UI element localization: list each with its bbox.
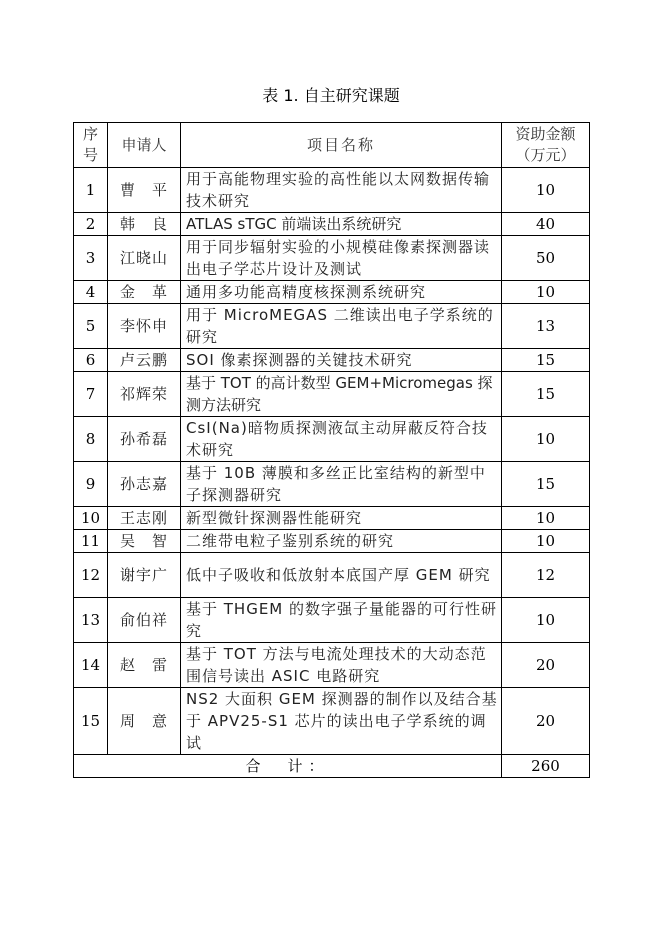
table-caption: 表 1. 自主研究课题 [262, 86, 400, 105]
row-applicant: 祁辉荣 [108, 372, 181, 417]
row-applicant: 孙希磊 [108, 417, 181, 462]
row-applicant: 江晓山 [108, 236, 181, 281]
row-number: 7 [74, 372, 108, 417]
table-row [74, 168, 590, 213]
row-number: 4 [74, 281, 108, 304]
row-amount: 50 [502, 236, 590, 281]
row-number: 9 [74, 462, 108, 507]
row-number: 14 [74, 643, 108, 688]
row-project: 新型微针探测器性能研究 [181, 507, 502, 530]
row-project: 基于 TOT 方法与电流处理技术的大动态范围信号读出 ASIC 电路研究 [181, 643, 502, 688]
row-number: 5 [74, 304, 108, 349]
row-amount: 15 [502, 349, 590, 372]
row-project: 二维带电粒子鉴别系统的研究 [181, 530, 502, 553]
row-number: 1 [74, 168, 108, 213]
row-applicant: 曹 平 [108, 168, 181, 213]
table-row [74, 553, 590, 598]
header-amount: 资助金额 （万元） [502, 123, 590, 168]
header-project: 项目名称 [181, 123, 502, 168]
row-applicant: 谢宇广 [108, 553, 181, 598]
row-project: 用于高能物理实验的高性能以太网数据传输技术研究 [181, 168, 502, 213]
total-amount: 260 [502, 755, 590, 778]
row-amount: 12 [502, 553, 590, 598]
row-applicant: 韩 良 [108, 213, 181, 236]
table-row [74, 643, 590, 688]
research-projects-table [73, 122, 590, 778]
table-row [74, 213, 590, 236]
row-amount: 10 [502, 168, 590, 213]
row-applicant: 赵 雷 [108, 643, 181, 688]
row-amount: 10 [502, 507, 590, 530]
row-applicant: 吴 智 [108, 530, 181, 553]
header-applicant: 申请人 [108, 123, 181, 168]
row-amount: 15 [502, 462, 590, 507]
row-project: 基于 THGEM 的数字强子量能器的可行性研究 [181, 598, 502, 643]
row-number: 10 [74, 507, 108, 530]
row-number: 11 [74, 530, 108, 553]
row-amount: 10 [502, 598, 590, 643]
table-row [74, 598, 590, 643]
row-number: 12 [74, 553, 108, 598]
row-applicant: 卢云鹏 [108, 349, 181, 372]
row-amount: 10 [502, 530, 590, 553]
table-row [74, 507, 590, 530]
row-project: SOI 像素探测器的关键技术研究 [181, 349, 502, 372]
row-amount: 20 [502, 688, 590, 755]
row-amount: 40 [502, 213, 590, 236]
row-project: 通用多功能高精度核探测系统研究 [181, 281, 502, 304]
row-applicant: 王志刚 [108, 507, 181, 530]
table-row [74, 349, 590, 372]
table-row [74, 372, 590, 417]
row-number: 8 [74, 417, 108, 462]
row-project: ATLAS sTGC 前端读出系统研究 [181, 213, 502, 236]
row-project: 用于 MicroMEGAS 二维读出电子学系统的研究 [181, 304, 502, 349]
row-applicant: 金 革 [108, 281, 181, 304]
row-project: CsI(Na)暗物质探测液氙主动屏蔽反符合技术研究 [181, 417, 502, 462]
row-applicant: 俞伯祥 [108, 598, 181, 643]
header-seq: 序 号 [74, 123, 108, 168]
row-amount: 20 [502, 643, 590, 688]
table-row [74, 281, 590, 304]
row-project: 基于 10B 薄膜和多丝正比室结构的新型中子探测器研究 [181, 462, 502, 507]
table-header-row [74, 123, 590, 168]
table-row [74, 417, 590, 462]
row-number: 13 [74, 598, 108, 643]
table-row [74, 530, 590, 553]
total-row [74, 755, 590, 778]
row-amount: 10 [502, 417, 590, 462]
row-project: 低中子吸收和低放射本底国产厚 GEM 研究 [181, 553, 502, 598]
row-project: 用于同步辐射实验的小规模硅像素探测器读出电子学芯片设计及测试 [181, 236, 502, 281]
row-amount: 15 [502, 372, 590, 417]
row-number: 2 [74, 213, 108, 236]
row-applicant: 周 意 [108, 688, 181, 755]
table-row [74, 236, 590, 281]
table-row [74, 462, 590, 507]
row-amount: 10 [502, 281, 590, 304]
row-applicant: 李怀申 [108, 304, 181, 349]
row-applicant: 孙志嘉 [108, 462, 181, 507]
row-number: 6 [74, 349, 108, 372]
row-amount: 13 [502, 304, 590, 349]
row-project: 基于 TOT 的高计数型 GEM+Micromegas 探测方法研究 [181, 372, 502, 417]
row-number: 3 [74, 236, 108, 281]
total-label: 合 计： [74, 755, 502, 778]
table-row [74, 688, 590, 755]
row-number: 15 [74, 688, 108, 755]
table-row [74, 304, 590, 349]
row-project: NS2 大面积 GEM 探测器的制作以及结合基于 APV25-S1 芯片的读出电子学系统的调试 [181, 688, 502, 755]
